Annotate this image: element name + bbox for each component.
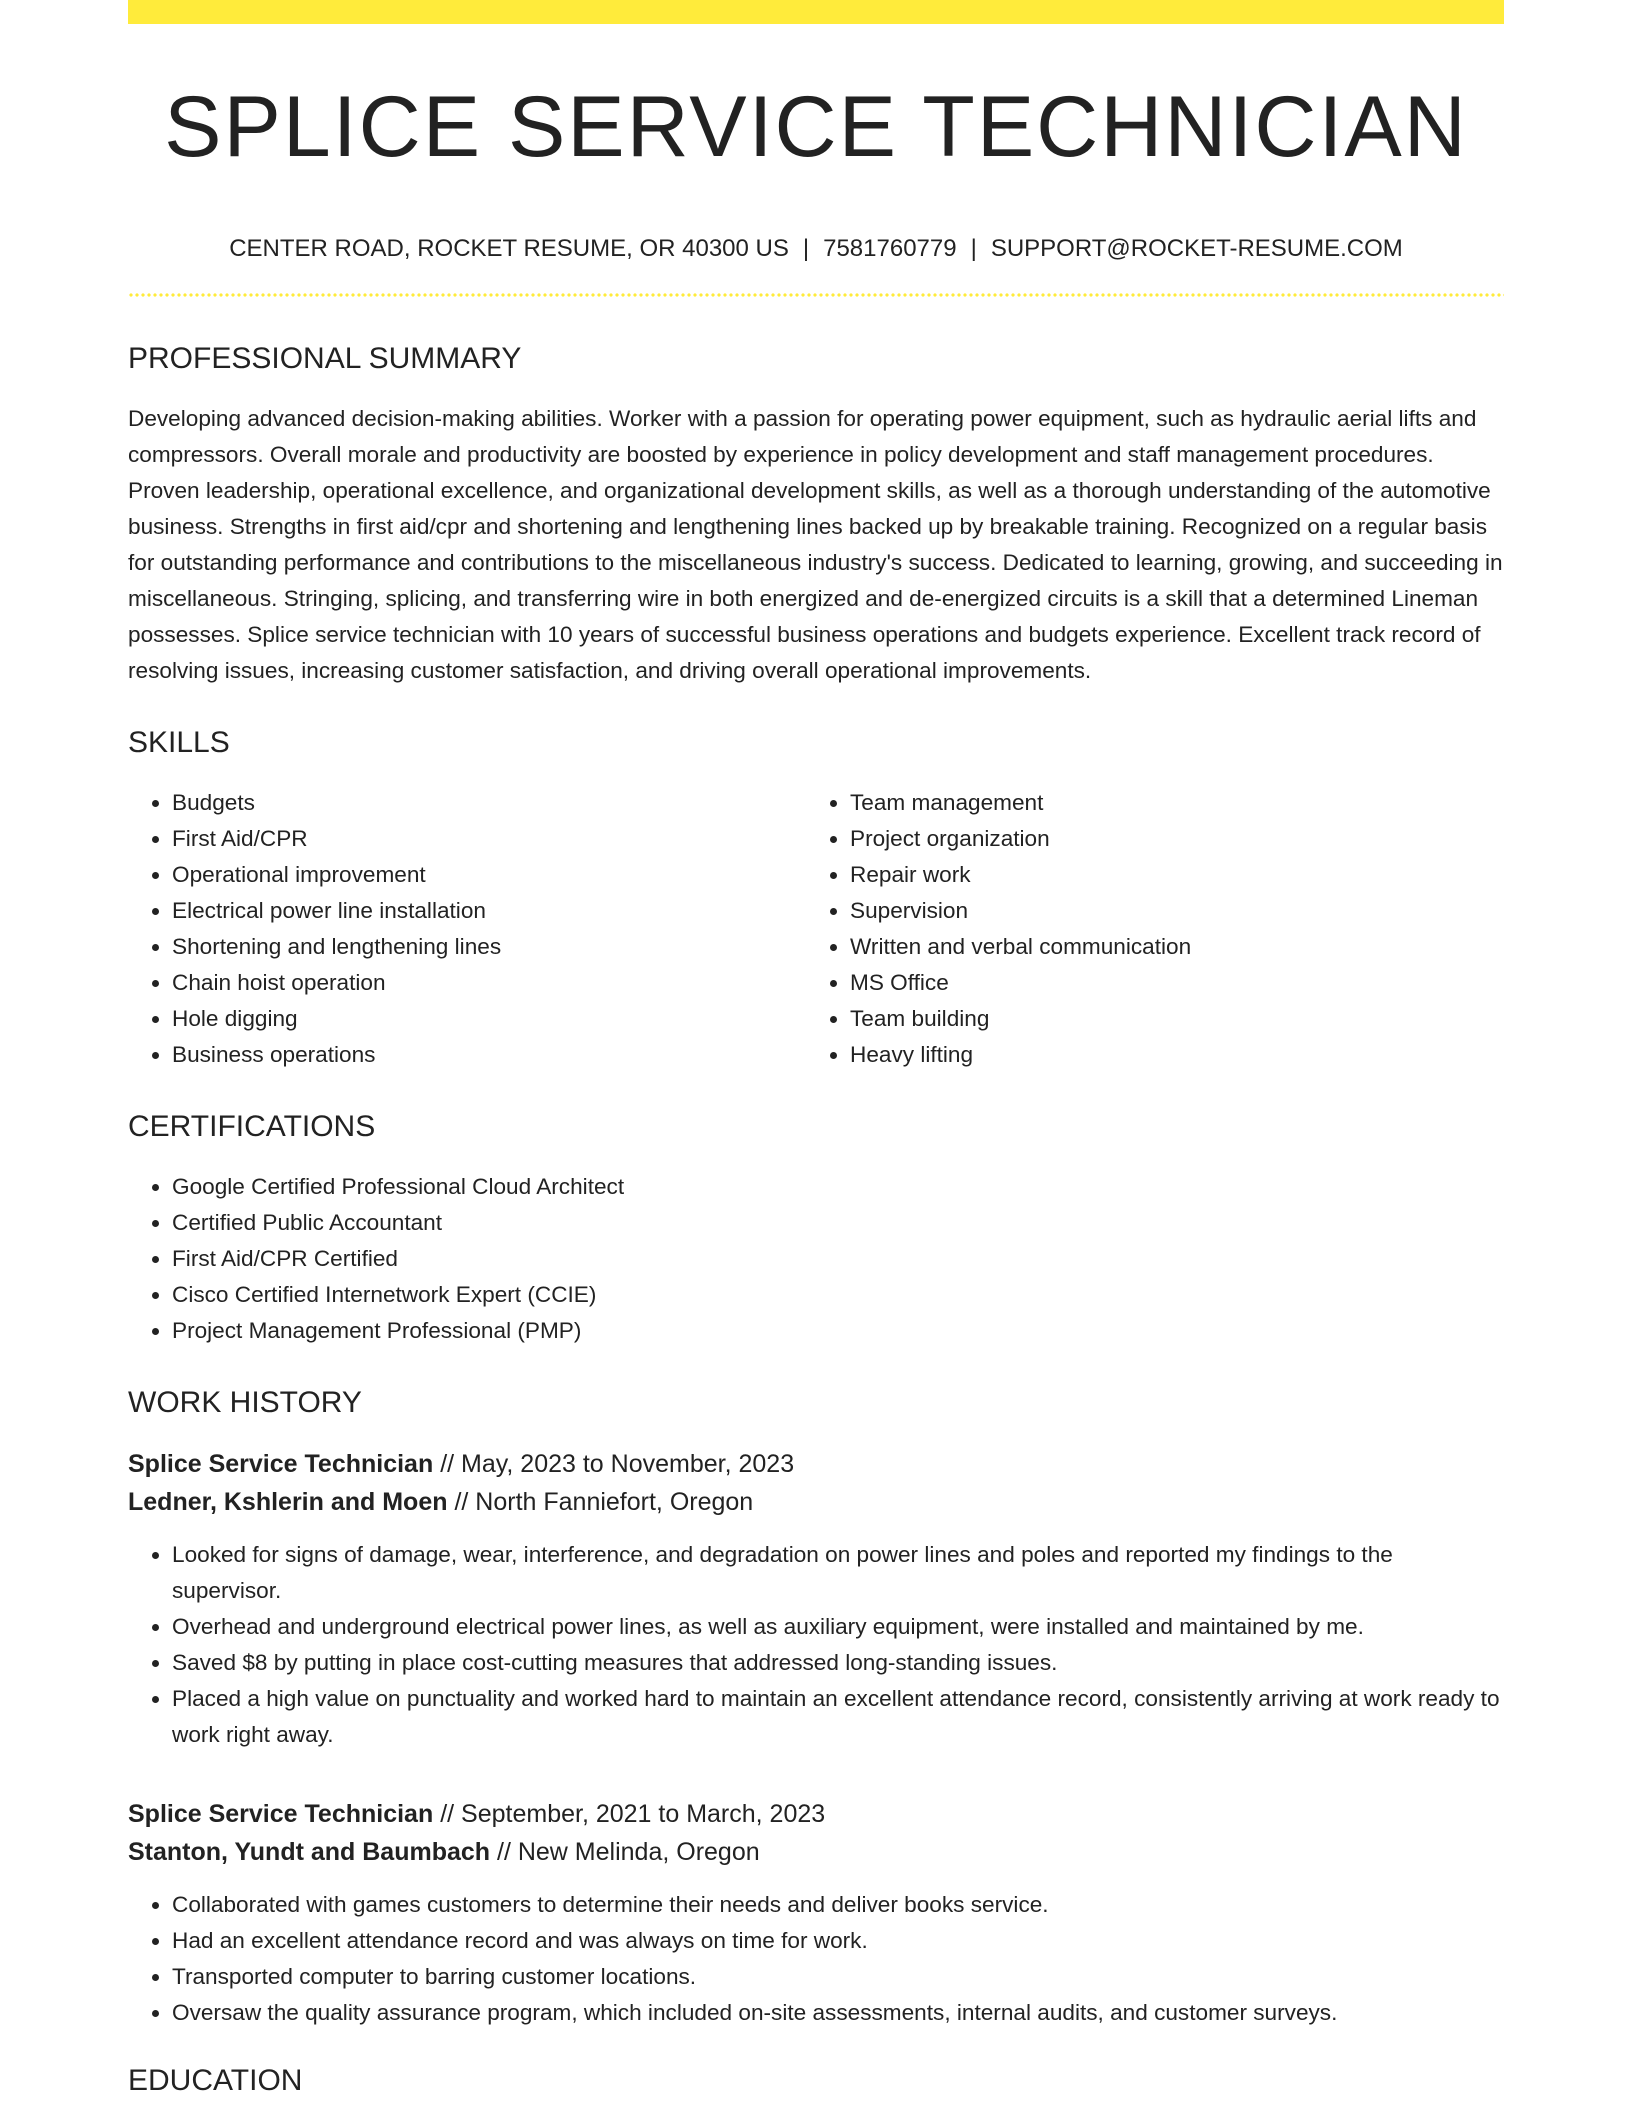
summary-text: Developing advanced decision-making abilities. Worker with a passion for operating power equipment, such as hydraulic aerial lifts and compressors. Overall morale and productivity are boosted by experience in policy development and staff management procedures. Proven leadership, operational excellence, and organizational development skills, as well as a thorough understanding of the automotive business. Strengths in first aid/cpr and shortening and lengthening lines backed up by breakable training. Recognized on a regular basis for outstanding performance and contributions to the miscellaneous industry's success. Dedicated to learning, growing, and succeeding in miscellaneous. Stringing, splicing, and transferring wire in both energized and de-energized circuits is a skill that a determined Lineman possesses. Splice service technician with 10 years of successful business operations and budgets experience. Excellent track record of resolving issues, increasing customer satisfaction, and driving overall operational improvements. (128, 406, 1503, 684)
summary-heading: PROFESSIONAL SUMMARY (128, 342, 522, 376)
skill-item: • Repair work (850, 857, 1500, 893)
job-bullet: • Overhead and underground electrical power lines, as well as auxiliary equipment, were installed and maintained by me. (172, 1609, 1504, 1645)
skills-list (128, 785, 1504, 1073)
job-bullet: • Looked for signs of damage, wear, interference, and degradation on power lines and poles and reported my findings to the supervisor. (172, 1537, 1504, 1609)
job-entry (128, 1795, 1504, 2031)
certifications-heading: CERTIFICATIONS (128, 1110, 376, 1144)
contact-email: SUPPORT@ROCKET-RESUME.COM (990, 234, 1403, 262)
skill-item: • Operational improvement (172, 857, 806, 893)
certification-item: • Google Certified Professional Cloud Architect (172, 1169, 1504, 1205)
job-bullet: • Placed a high value on punctuality and worked hard to maintain an excellent attendance record, consistently arriving at work ready to work right away. (172, 1681, 1504, 1753)
skill-item: • Shortening and lengthening lines (172, 929, 806, 965)
skill-item: • Chain hoist operation (172, 965, 806, 1001)
resume-page (128, 0, 1504, 2099)
job-bullets (128, 1887, 1504, 2031)
skill-item: • MS Office (850, 965, 1500, 1001)
certifications-list (128, 1169, 1504, 1349)
skills-column-right (806, 785, 1500, 1073)
skill-item: • Budgets (172, 785, 806, 821)
skill-item: • Team building (850, 1001, 1500, 1037)
contact-phone: 7581760779 (823, 234, 957, 262)
contact-separator: | (970, 234, 977, 262)
contact-line (128, 235, 1504, 264)
skill-item: • Electrical power line installation (172, 893, 806, 929)
job-location: // North Fanniefort, Oregon (447, 1488, 754, 1517)
job-role: Splice Service Technician (128, 1450, 434, 1479)
job-bullet: • Oversaw the quality assurance program, which included on-site assessments, internal audits, and customer surveys. (172, 1995, 1504, 2031)
job-company-line (128, 1483, 1504, 1521)
accent-bar (128, 0, 1504, 24)
job-title-line (128, 1795, 1504, 1833)
job-role: Splice Service Technician (128, 1800, 434, 1829)
job-bullets (128, 1537, 1504, 1753)
job-title-line (128, 1445, 1504, 1483)
certification-item: • First Aid/CPR Certified (172, 1241, 1504, 1277)
skill-item: • Heavy lifting (850, 1037, 1500, 1073)
job-header (128, 1445, 1504, 1521)
skill-item: • Written and verbal communication (850, 929, 1500, 965)
job-bullet: • Had an excellent attendance record and was always on time for work. (172, 1923, 1504, 1959)
job-bullet: • Saved $8 by putting in place cost-cutting measures that addressed long-standing issues. (172, 1645, 1504, 1681)
certification-item: • Cisco Certified Internetwork Expert (CCIE) (172, 1277, 1504, 1313)
education-heading: EDUCATION (128, 2064, 303, 2098)
skill-item: • Hole digging (172, 1001, 806, 1037)
job-dates: // September, 2021 to March, 2023 (433, 1800, 826, 1829)
job-company-line (128, 1833, 1504, 1871)
certification-item: • Project Management Professional (PMP) (172, 1313, 1504, 1349)
contact-address: CENTER ROAD, ROCKET RESUME, OR 40300 US (229, 234, 789, 262)
skill-item: • Project organization (850, 821, 1500, 857)
job-dates: // May, 2023 to November, 2023 (433, 1450, 795, 1479)
job-header (128, 1795, 1504, 1871)
resume-name: SPLICE SERVICE TECHNICIAN (164, 79, 1468, 175)
skill-item: • Supervision (850, 893, 1500, 929)
skill-item: • Team management (850, 785, 1500, 821)
job-location: // New Melinda, Oregon (490, 1838, 760, 1867)
certification-item: • Certified Public Accountant (172, 1205, 1504, 1241)
work-history-heading: WORK HISTORY (128, 1386, 362, 1420)
skills-column-left (128, 785, 806, 1073)
job-entry (128, 1445, 1504, 1753)
job-bullet: • Transported computer to barring customer locations. (172, 1959, 1504, 1995)
job-company: Ledner, Kshlerin and Moen (128, 1488, 448, 1517)
job-company: Stanton, Yundt and Baumbach (128, 1838, 491, 1867)
job-bullet: • Collaborated with games customers to determine their needs and deliver books service. (172, 1887, 1504, 1923)
contact-separator: | (802, 234, 810, 262)
dotted-divider (128, 293, 1504, 297)
skill-item: • Business operations (172, 1037, 806, 1073)
skills-heading: SKILLS (128, 726, 230, 760)
skill-item: • First Aid/CPR (172, 821, 806, 857)
